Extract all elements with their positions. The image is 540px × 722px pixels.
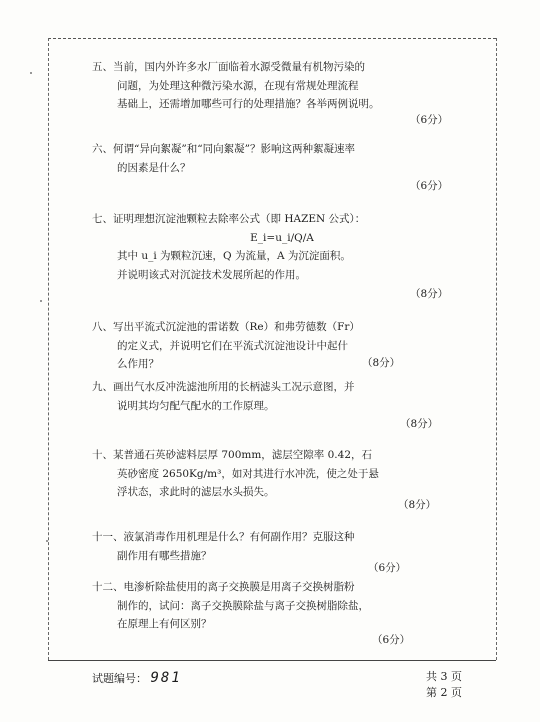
question-10 — [92, 446, 472, 502]
question-9-line-1: 九、画出气水反冲洗滤池所用的长柄滤头工况示意图，并 — [92, 381, 355, 393]
question-7 — [92, 210, 472, 284]
question-6 — [92, 140, 472, 177]
exam-number-block — [92, 670, 182, 686]
exam-number-label: 试题编号： — [92, 672, 147, 685]
question-5-line-2: 问题，为处理这种微污染水源，在现有常规处理流程 — [117, 79, 359, 92]
question-6-score: （6分） — [410, 180, 449, 192]
question-5-score: （6分） — [410, 114, 449, 126]
question-9-line-2: 说明其均匀配气配水的工作原理。 — [117, 399, 275, 412]
question-11-score: （6分） — [368, 562, 407, 574]
scan-speck — [40, 300, 42, 302]
question-10-line-2: 英砂密度 2650Kg/m³，如对其进行水冲洗，使之处于悬 — [117, 467, 379, 480]
question-5 — [92, 58, 472, 114]
question-8-line-3: 么作用？ — [117, 358, 159, 370]
question-12-line-2: 制作的，试问：离子交换膜除盐与离子交换树脂除盐， — [117, 599, 369, 612]
page-border-bottom — [48, 660, 496, 661]
total-pages: 共 3 页 — [426, 670, 462, 683]
question-11 — [92, 528, 472, 565]
current-page: 第 2 页 — [426, 686, 462, 699]
question-7-formula: E_i=u_i/Q/A — [250, 231, 314, 244]
question-7-score: （8分） — [410, 288, 449, 300]
question-7-line-4: 并说明该式对沉淀技术发展所起的作用。 — [117, 268, 306, 281]
question-11-line-2: 副作用有哪些措施？ — [117, 549, 212, 562]
exam-number-value: 981 — [150, 670, 182, 686]
page-border-top — [48, 38, 496, 39]
question-12-score: （6分） — [372, 634, 411, 646]
question-12-line-3: 在原理上有何区别？ — [117, 618, 212, 630]
question-12-line-1: 十二、电渗析除盐使用的离子交换膜是用离子交换树脂粉 — [92, 581, 355, 593]
question-10-score: （8分） — [398, 499, 437, 511]
question-10-line-1: 十、某普通石英砂滤料层厚 700mm，滤层空隙率 0.42，石 — [92, 449, 373, 461]
scan-speck — [46, 540, 48, 542]
question-8-score: （8分） — [362, 357, 401, 369]
question-10-line-3: 浮状态，求此时的滤层水头损失。 — [117, 486, 275, 498]
question-8-line-2: 的定义式，并说明它们在平流式沉淀池设计中起什 — [117, 339, 348, 352]
question-7-line-3: 其中 u_i 为颗粒沉速，Q 为流量，A 为沉淀面积。 — [117, 250, 351, 262]
question-12 — [92, 578, 472, 634]
question-9-score: （8分） — [400, 418, 439, 430]
scan-speck — [30, 72, 32, 74]
question-8 — [92, 318, 472, 374]
question-5-line-1: 五、当前，国内外许多水厂面临着水源受微量有机物污染的 — [92, 61, 365, 73]
question-5-line-3: 基础上，还需增加哪些可行的处理措施？各举两例说明。 — [117, 98, 380, 110]
question-11-line-1: 十一、液氯消毒作用机理是什么？有何副作用？克服这种 — [92, 531, 355, 543]
question-8-line-1: 八、写出平流式沉淀池的雷诺数（Re）和弗劳德数（Fr） — [92, 321, 360, 333]
page-border-left — [48, 38, 49, 660]
page-border-right — [496, 38, 497, 660]
question-7-line-1: 七、证明理想沉淀池颗粒去除率公式（即 HAZEN 公式）： — [92, 213, 366, 225]
question-6-line-1: 六、何谓“异向絮凝”和“同向絮凝”？影响这两种絮凝速率 — [92, 143, 355, 155]
question-6-line-2: 的因素是什么？ — [117, 161, 191, 174]
question-9 — [92, 378, 472, 415]
